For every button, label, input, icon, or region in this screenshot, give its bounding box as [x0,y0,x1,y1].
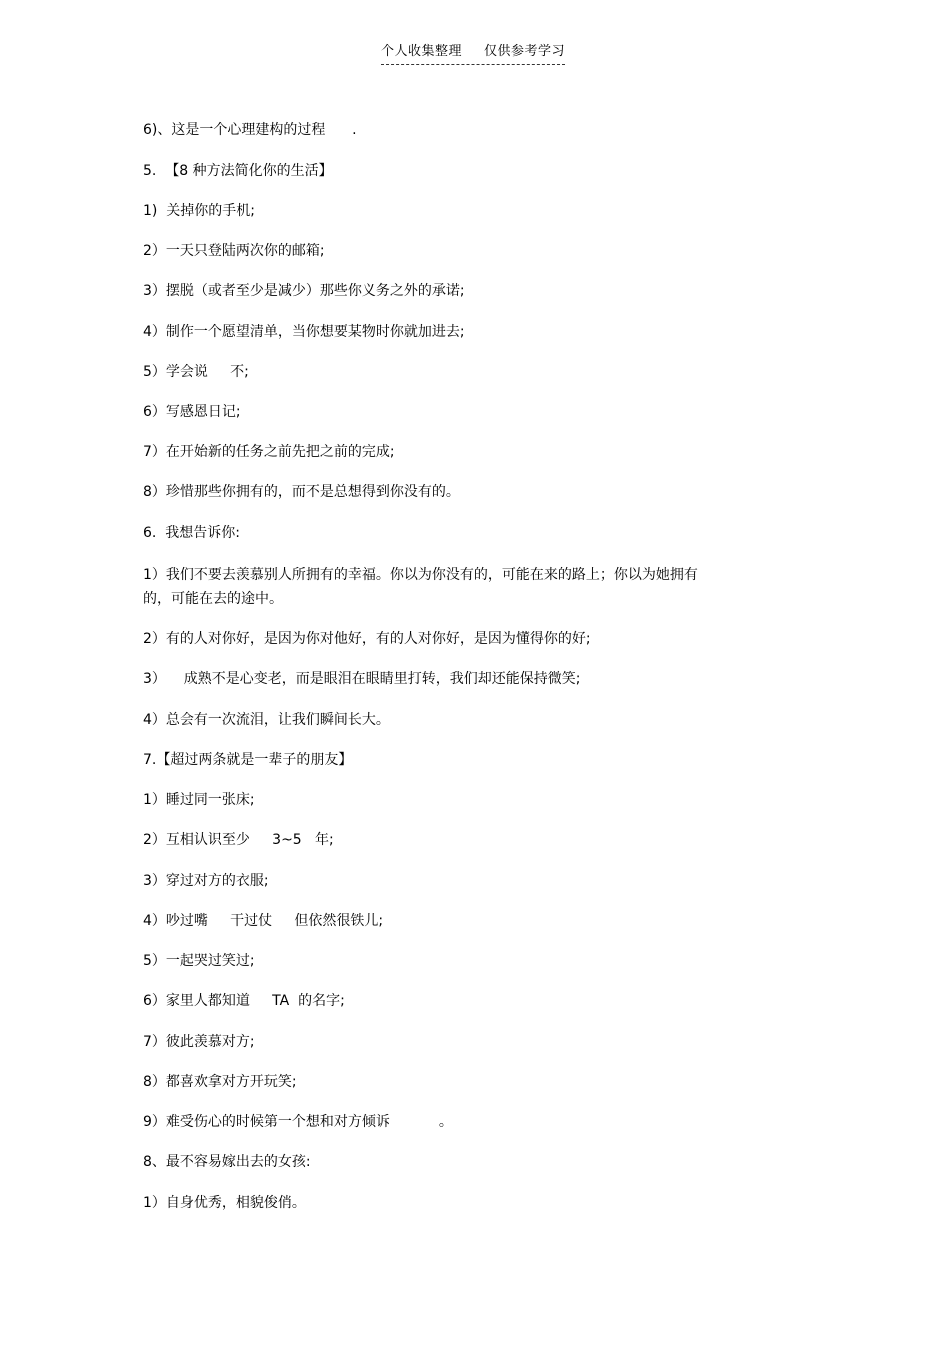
text-line: 9）难受伤心的时候第一个想和对方倾诉 。 [143,1114,453,1130]
text-line: 2）有的人对你好，是因为你对他好，有的人对你好，是因为懂得你的好; [143,631,591,647]
text-line: 1）我们不要去羡慕别人所拥有的幸福。你以为你没有的，可能在来的路上；你以为她拥有 [143,567,698,583]
text-line: 4）吵过嘴 干过仗 但依然很铁儿; [143,913,384,929]
text-line: 6）写感恩日记; [143,404,241,420]
text-line: 3） 成熟不是心变老，而是眼泪在眼睛里打转，我们却还能保持微笑; [143,671,581,687]
text-line: 2）互相认识至少 3~5 年; [143,832,334,848]
text-line: 5）学会说 不; [143,364,249,380]
text-line: 6)、这是一个心理建构的过程 . [143,122,357,138]
section-heading: 8、最不容易嫁出去的女孩: [143,1154,311,1170]
section-heading: 6. 我想告诉你: [143,525,240,541]
text-line: 8）珍惜那些你拥有的，而不是总想得到你没有的。 [143,484,460,500]
header-left-text: 个人收集整理 [381,44,463,59]
text-line: 7）彼此羡慕对方; [143,1034,255,1050]
text-line: 3）摆脱（或者至少是减少）那些你义务之外的承诺; [143,283,465,299]
text-line: 1）自身优秀，相貌俊俏。 [143,1195,306,1211]
text-line: 4）制作一个愿望清单，当你想要某物时你就加进去; [143,324,465,340]
text-line: 8）都喜欢拿对方开玩笑; [143,1074,297,1090]
text-line: 1）睡过同一张床; [143,792,255,808]
section-heading: 7.【超过两条就是一辈子的朋友】 [143,752,353,768]
page-header [381,40,565,61]
text-line: 的，可能在去的途中。 [143,591,283,607]
header-right-text: 仅供参考学习 [484,44,566,59]
text-line: 7）在开始新的任务之前先把之前的完成; [143,444,395,460]
text-line: 3）穿过对方的衣服; [143,873,269,889]
text-line: 5）一起哭过笑过; [143,953,255,969]
text-line: 4）总会有一次流泪，让我们瞬间长大。 [143,712,390,728]
header-dashed-rule [381,64,565,65]
text-line: 6）家里人都知道 TA 的名字; [143,993,345,1009]
text-line: 1) 关掉你的手机; [143,203,255,219]
text-line: 2）一天只登陆两次你的邮箱; [143,243,325,259]
section-heading: 5. 【8 种方法简化你的生活】 [143,163,333,179]
